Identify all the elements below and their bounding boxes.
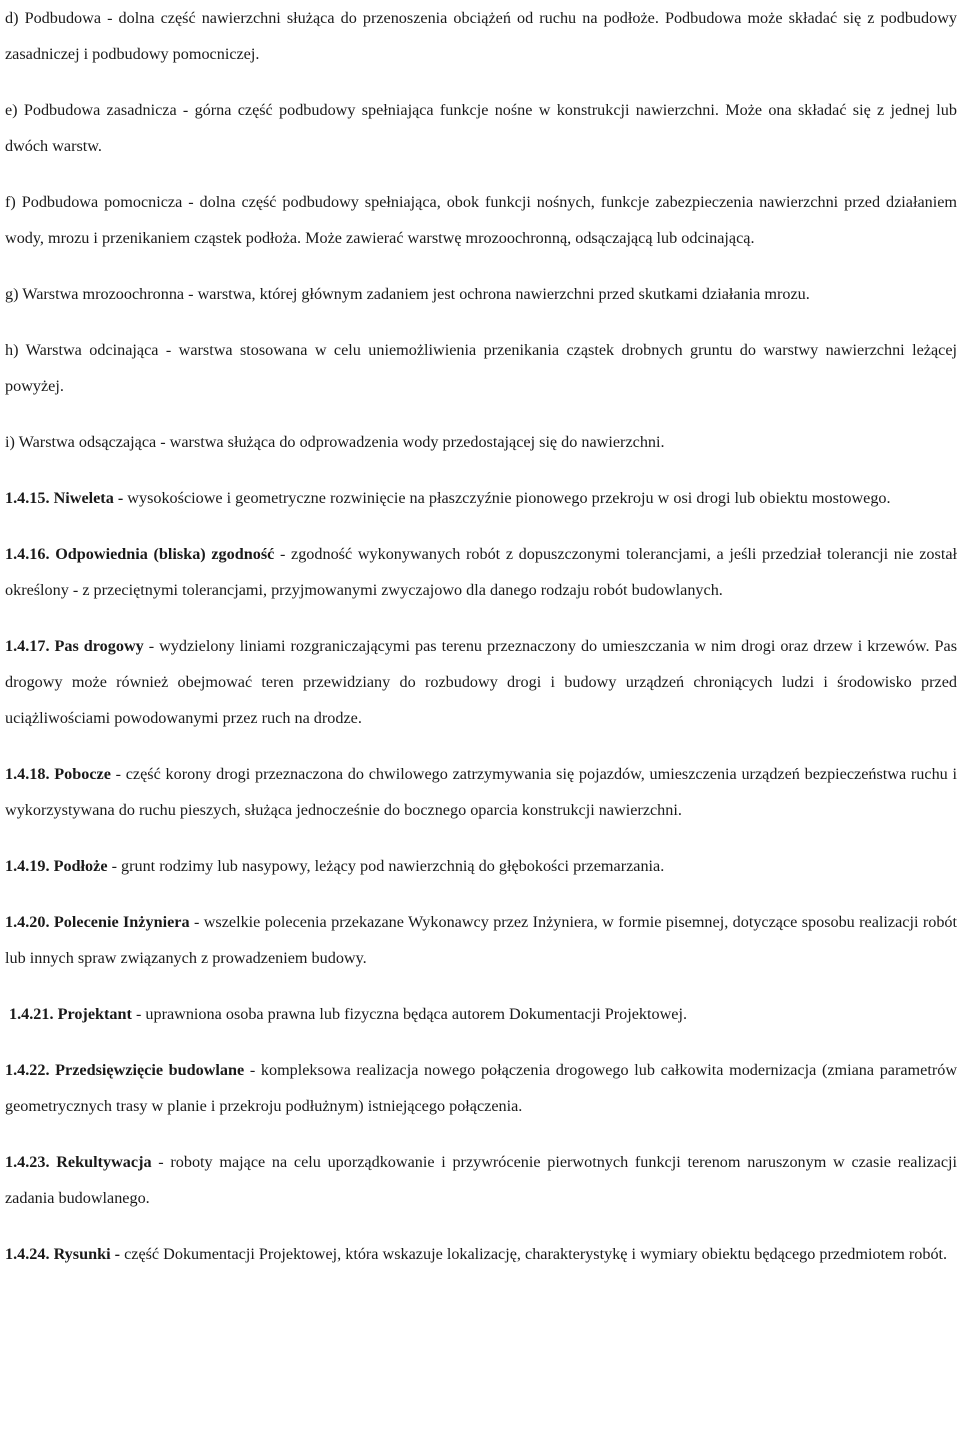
definition-term: Pobocze: [54, 765, 111, 783]
definition-body: - uprawniona osoba prawna lub fizyczna będąca autorem Dokumentacji Projektowej.: [131, 1005, 688, 1023]
paragraph-i: [5, 424, 957, 460]
definition-1-4-18: [5, 756, 957, 828]
paragraph-text: f) Podbudowa pomocnicza - dolna część podbudowy spełniająca, obok funkcji nośnych, funkcje zabezpieczenia nawierzchni przed działaniem wody, mrozu i przenikaniem cząstek podłoża. Może zawierać warstwę mrozoochronną, odsączającą lub odcinającą.: [5, 193, 957, 247]
paragraph-text: e) Podbudowa zasadnicza - górna część podbudowy spełniająca funkcje nośne w konstrukcji nawierzchni. Może ona składać się z jednej lub dwóch warstw.: [5, 101, 957, 155]
definition-term: Przedsięwzięcie budowlane: [55, 1061, 245, 1079]
definition-term: Podłoże: [53, 857, 108, 875]
definition-1-4-15: [5, 480, 957, 516]
definition-number: 1.4.18.: [5, 765, 50, 783]
definition-body: - część korony drogi przeznaczona do chwilowego zatrzymywania się pojazdów, umieszczenia urządzeń bezpieczeństwa ruchu i wykorzystywana do ruchu pieszych, służąca jednocześnie do bocznego oparcia konstrukcji nawierzchni.: [5, 765, 957, 819]
paragraph-d: [5, 0, 957, 72]
definition-number: 1.4.22.: [5, 1061, 50, 1079]
definition-number: 1.4.19.: [5, 857, 50, 875]
definition-body: wysokościowe i geometryczne rozwinięcie na płaszczyźnie pionowego przekroju w osi drogi lub obiektu mostowego.: [123, 489, 891, 507]
definition-body: - zgodność wykonywanych robót z dopuszczonymi tolerancjami, a jeśli przedział tolerancji nie został określony - z przeciętnymi tolerancjami, przyjmowanymi zwyczajowo dla danego rodzaju robót budowlanych.: [5, 545, 957, 599]
paragraph-g: [5, 276, 957, 312]
definition-1-4-19: [5, 848, 957, 884]
definition-1-4-20: [5, 904, 957, 976]
definition-1-4-23: [5, 1144, 957, 1216]
paragraph-text: h) Warstwa odcinająca - warstwa stosowana w celu uniemożliwienia przenikania cząstek drobnych gruntu do warstwy nawierzchni leżącej powyżej.: [5, 341, 957, 395]
definition-body: - kompleksowa realizacja nowego połączenia drogowego lub całkowita modernizacja (zmiana parametrów geometrycznych trasy w planie i przekroju podłużnym) istniejącego połączenia.: [5, 1061, 958, 1115]
definition-term: Rekultywacja: [56, 1153, 152, 1171]
definition-term: Rysunki -: [53, 1245, 121, 1263]
definition-body: - roboty mające na celu uporządkowanie i przywrócenie pierwotnych funkcji terenom naruszonym w czasie realizacji zadania budowlanego.: [5, 1153, 957, 1207]
definition-body: - grunt rodzimy lub nasypowy, leżący pod nawierzchnią do głębokości przemarzania.: [107, 857, 665, 875]
definition-term: Polecenie Inżyniera: [53, 913, 190, 931]
paragraph-f: [5, 184, 957, 256]
definition-term: Projektant: [57, 1005, 132, 1023]
definition-body: - wydzielony liniami rozgraniczającymi pas terenu przeznaczony do umieszczania w nim drogi oraz drzew i krzewów. Pas drogowy może również obejmować teren przewidziany do rozbudowy drogi i budowy urządzeń chroniących ludzi i środowisko przed uciążliwościami powodowanymi przez ruch na drodze.: [5, 637, 957, 727]
definition-number: 1.4.24.: [5, 1245, 50, 1263]
paragraph-text: g) Warstwa mrozoochronna - warstwa, której głównym zadaniem jest ochrona nawierzchni przed skutkami działania mrozu.: [5, 285, 810, 303]
definition-term: Pas drogowy: [54, 637, 144, 655]
document-page: [5, 0, 957, 1292]
paragraph-h: [5, 332, 957, 404]
definition-number: 1.4.23.: [5, 1153, 50, 1171]
definition-term: Odpowiednia (bliska) zgodność: [55, 545, 275, 563]
definition-number: 1.4.20.: [5, 913, 50, 931]
definition-1-4-16: [5, 536, 957, 608]
paragraph-e: [5, 92, 957, 164]
definition-number: 1.4.21.: [9, 1005, 54, 1023]
definition-1-4-24: [5, 1236, 957, 1272]
definition-number: 1.4.15.: [5, 489, 50, 507]
definition-term: Niweleta -: [53, 489, 124, 507]
paragraph-text: d) Podbudowa - dolna część nawierzchni służąca do przenoszenia obciążeń od ruchu na podłoże. Podbudowa może składać się z podbudowy zasadniczej i podbudowy pomocniczej.: [5, 9, 957, 63]
definition-body: część Dokumentacji Projektowej, która wskazuje lokalizację, charakterystykę i wymiary obiektu będącego przedmiotem robót.: [120, 1245, 948, 1263]
paragraph-text: i) Warstwa odsączająca - warstwa służąca do odprowadzenia wody przedostającej się do nawierzchni.: [5, 433, 665, 451]
definition-body: - wszelkie polecenia przekazane Wykonawcy przez Inżyniera, w formie pisemnej, dotyczące sposobu realizacji robót lub innych spraw związanych z prowadzeniem budowy.: [5, 913, 958, 967]
definition-1-4-21: [5, 996, 957, 1032]
definition-1-4-17: [5, 628, 957, 736]
definition-1-4-22: [5, 1052, 957, 1124]
definition-number: 1.4.17.: [5, 637, 50, 655]
definition-number: 1.4.16.: [5, 545, 50, 563]
